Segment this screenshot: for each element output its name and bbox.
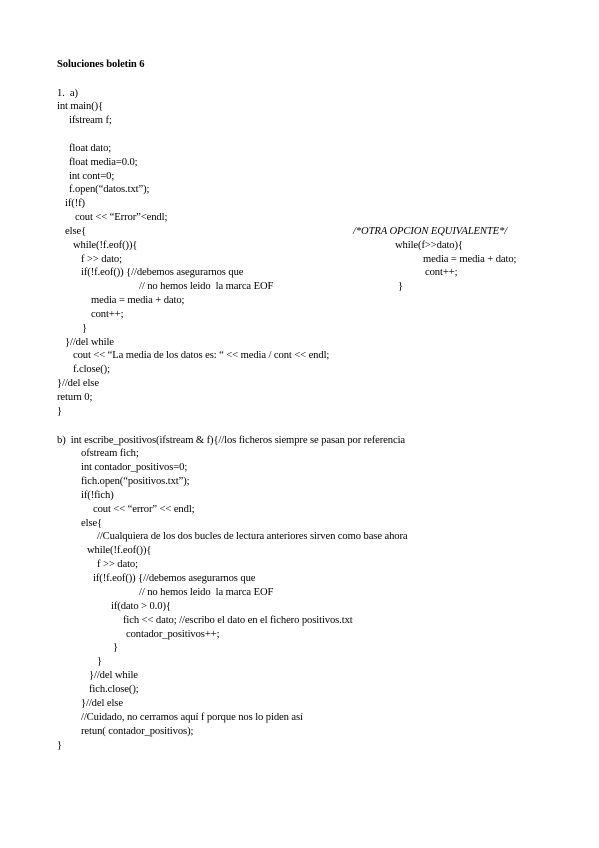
code-line: cont++; [425, 267, 458, 278]
code-line: retun( contador_positivos); [81, 726, 194, 737]
code-line: } [97, 656, 102, 667]
code-line: if(!f.eof()) {//debemos asegurarnos que [81, 267, 244, 278]
code-line: contador_positivos++; [126, 629, 220, 640]
code-line: fich.close(); [89, 684, 139, 695]
code-line: 1. a) [57, 88, 78, 99]
code-line: }//del else [57, 378, 99, 389]
code-line: float media=0.0; [69, 157, 138, 168]
code-line: } [398, 281, 403, 292]
code-line: // no hemos leido la marca EOF [139, 587, 274, 598]
code-line: f >> dato; [97, 559, 138, 570]
code-line: }//del while [65, 337, 114, 348]
code-line: }//del while [89, 670, 138, 681]
code-line: ofstream fich; [81, 448, 139, 459]
code-line: cout << “Error”<endl; [75, 212, 168, 223]
code-line: media = media + dato; [91, 295, 185, 306]
code-line: int main(){ [57, 101, 104, 112]
code-line: //Cuidado, no cerramos aquí f porque nos lo piden así [81, 712, 303, 723]
code-line: cout << “La media de los datos es: “ << media / cont << endl; [73, 350, 330, 361]
code-line: ifstream f; [69, 115, 112, 126]
code-line: fich.open(“positivos.txt”); [81, 476, 190, 487]
code-line: else{ [81, 518, 103, 529]
code-line: else{ [65, 226, 87, 237]
code-line: }//del else [81, 698, 123, 709]
code-line: } [57, 740, 62, 751]
code-line: media = media + dato; [423, 254, 517, 265]
code-line: if(!fich) [81, 490, 114, 501]
code-line: cont++; [91, 309, 124, 320]
code-line: cout << “error” << endl; [93, 504, 195, 515]
code-line: f.close(); [73, 364, 110, 375]
code-line: fich << dato; //escribo el dato en el fichero positivos.txt [123, 615, 353, 626]
code-line: while(!f.eof()){ [73, 240, 138, 251]
code-line: } [82, 323, 87, 334]
document-title: Soluciones boletin 6 [57, 59, 145, 70]
code-line: } [57, 406, 62, 417]
alt-option-heading: /*OTRA OPCION EQUIVALENTE*/ [353, 226, 508, 237]
code-line: while(f>>dato){ [395, 240, 463, 251]
code-line: float dato; [69, 143, 112, 154]
code-line: int cont=0; [69, 171, 115, 182]
code-line: } [113, 642, 118, 653]
code-line: while(!f.eof()){ [87, 545, 152, 556]
code-line: if(!f.eof()) {//debemos asegurarnos que [93, 573, 256, 584]
code-line: b) int escribe_positivos(ifstream & f){//los ficheros siempre se pasan por referencia [57, 435, 406, 446]
code-line: if(!f) [65, 198, 85, 209]
code-line: f.open(“datos.txt”); [69, 184, 150, 195]
code-line: int contador_positivos=0; [81, 462, 188, 473]
code-line: //Cualquiera de los dos bucles de lectura anteriores sirven como base ahora [97, 531, 408, 542]
code-line: f >> dato; [81, 254, 122, 265]
code-line: if(dato > 0.0){ [111, 601, 171, 612]
code-line: return 0; [57, 392, 93, 403]
code-line: // no hemos leido la marca EOF [139, 281, 274, 292]
